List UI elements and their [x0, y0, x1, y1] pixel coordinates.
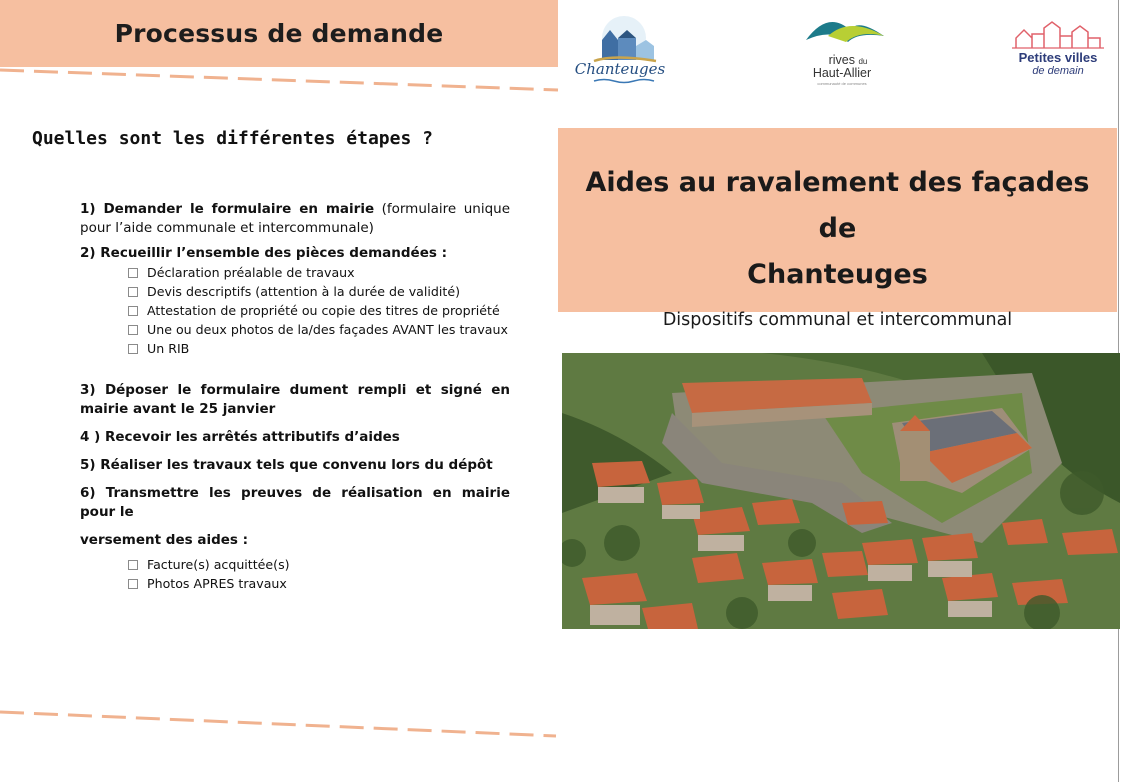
de-demain-text: de demain — [1032, 65, 1084, 77]
top-dashed-line — [0, 66, 560, 96]
checkbox-icon — [128, 268, 138, 278]
step-1 — [80, 200, 510, 238]
svg-text:rives du — [829, 53, 868, 67]
main-title-line-2: Chanteuges — [747, 259, 928, 290]
haut-allier-text: Haut-Allier — [812, 66, 872, 80]
checklist-item-label: Un RIB — [147, 341, 190, 356]
checklist-item-label: Déclaration préalable de travaux — [147, 265, 355, 280]
checklist-item — [128, 263, 510, 282]
petites-villes-logo — [1008, 18, 1108, 80]
main-title — [578, 160, 1097, 298]
step-2: 2) Recueillir l’ensemble des pièces demandées : — [80, 245, 447, 261]
step-1-bold: 1) Demander le formulaire en mairie — [80, 201, 375, 217]
checklist-item-label: Une ou deux photos de la/des façades AVANT les travaux — [147, 322, 508, 337]
subtitle: Dispositifs communal et intercommunal — [662, 310, 1013, 330]
checkbox-icon — [128, 325, 138, 335]
header-banner — [0, 0, 558, 67]
checklist-item-label: Facture(s) acquittée(s) — [147, 557, 290, 572]
rives-tagline: communauté de communes — [817, 81, 867, 86]
checklist-item-label: Photos APRES travaux — [147, 576, 287, 591]
aerial-village-photo — [562, 353, 1120, 629]
chanteuges-logo — [574, 8, 666, 88]
step-6-checklist — [80, 555, 510, 593]
checklist-item — [128, 555, 510, 574]
checklist-item — [128, 301, 510, 320]
rives-haut-allier-logo — [798, 10, 890, 88]
step-6-cont: versement des aides : — [80, 532, 249, 548]
step-6: 6) Transmettre les preuves de réalisation en mairie pour le — [80, 485, 510, 520]
checklist-item-label: Attestation de propriété ou copie des titres de propriété — [147, 303, 500, 318]
page-title: Processus de demande — [114, 19, 444, 48]
checkbox-icon — [128, 579, 138, 589]
step-5: 5) Réaliser les travaux tels que convenu lors du dépôt — [80, 457, 493, 473]
step-4: 4 ) Recevoir les arrêtés attributifs d’aides — [80, 429, 400, 445]
step-3: 3) Déposer le formulaire dument rempli et signé en mairie avant le 25 janvier — [80, 382, 510, 417]
title-box — [558, 128, 1117, 330]
checkbox-icon — [128, 287, 138, 297]
main-title-line-1: Aides au ravalement des façades de — [585, 167, 1090, 244]
checklist-item — [128, 282, 510, 301]
steps-question: Quelles sont les différentes étapes ? — [32, 128, 433, 149]
chanteuges-logo-text: Chanteuges — [574, 60, 666, 78]
checklist-item — [128, 574, 510, 593]
petites-villes-text: Petites villes — [1018, 50, 1098, 65]
checkbox-icon — [128, 306, 138, 316]
checkbox-icon — [128, 344, 138, 354]
step-2-checklist — [80, 263, 510, 358]
checkbox-icon — [128, 560, 138, 570]
rives-du-text: du — [858, 57, 868, 66]
logos-row — [560, 0, 1118, 100]
rives-text: rives — [828, 53, 856, 67]
step-1-note: (formulaire unique pour l’aide communale et intercommunale) — [80, 201, 510, 236]
checklist-item-label: Devis descriptifs (attention à la durée de validité) — [147, 284, 460, 299]
bottom-dashed-line — [0, 702, 560, 742]
checklist-item — [128, 320, 510, 339]
checklist-item — [128, 339, 510, 358]
steps-list — [80, 200, 510, 593]
